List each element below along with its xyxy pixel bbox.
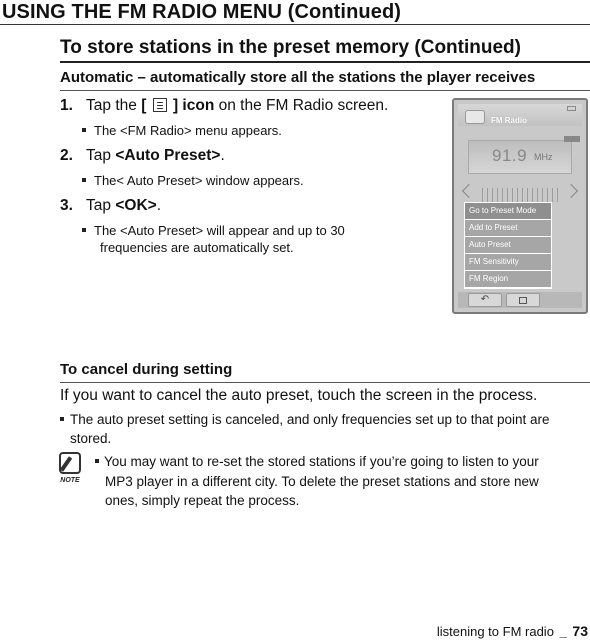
note-text: You may want to re-set the stored stations if you’re going to listen to your MP3 player in a different city. To delete the preset stations and store new ones, simply repeat the process. (95, 452, 590, 511)
bullet-square-icon (82, 228, 86, 232)
step-1-note: The <FM Radio> menu appears. (82, 123, 282, 138)
battery-icon (567, 106, 576, 111)
bullet-square-icon (82, 128, 86, 132)
back-arrow-icon: ↶ (480, 294, 490, 305)
step-text-post: on the FM Radio screen. (214, 97, 389, 114)
device-screen-title: FM Radio (491, 116, 527, 125)
section-rule (60, 61, 590, 63)
bullet-square-icon (60, 417, 64, 421)
automatic-rule (60, 90, 590, 91)
page-title: USING THE FM RADIO MENU (Continued) (2, 1, 402, 23)
step-3-note-cont: frequencies are automatically set. (100, 240, 294, 255)
chevron-right-icon (564, 184, 578, 198)
footer-separator: _ (559, 624, 567, 639)
step-number: 3. (60, 197, 73, 214)
menu-item-add-to-preset[interactable]: Add to Preset (465, 220, 551, 237)
chevron-left-icon (462, 184, 476, 198)
page-footer (437, 623, 588, 639)
step-2: 2. Tap <Auto Preset>. (60, 147, 225, 164)
bullet-square-icon (82, 178, 86, 182)
step-bracket-open: [ (141, 97, 151, 114)
cancel-rule (60, 382, 590, 383)
cancel-bullet: The auto preset setting is canceled, and only frequencies set up to that point are stored. (60, 410, 590, 448)
step-text: Tap the (86, 97, 142, 114)
header-rule (0, 24, 590, 25)
menu-button[interactable] (506, 293, 540, 307)
step-bold: <OK> (115, 197, 157, 214)
step-text: Tap (86, 197, 116, 214)
frequency-unit: MHz (534, 152, 553, 162)
step-3-note: The <Auto Preset> will appear and up to 30 (82, 223, 345, 238)
back-button[interactable] (468, 293, 502, 307)
step-3: 3. Tap <OK>. (60, 197, 162, 214)
fm-radio-menu (464, 202, 552, 289)
menu-icon (153, 98, 167, 112)
step-bold: <Auto Preset> (115, 147, 221, 164)
section-title: To store stations in the preset memory (Continued) (60, 37, 521, 58)
page-header (0, 0, 590, 26)
note-label: NOTE (60, 477, 80, 484)
footer-text: listening to FM radio (436, 624, 554, 639)
menu-item-go-to-preset-mode[interactable]: Go to Preset Mode (465, 203, 551, 220)
frequency-value: 91.9 (492, 146, 528, 165)
automatic-heading: Automatic – automatically store all the stations the player receives (60, 69, 536, 86)
note-icon (56, 452, 84, 486)
bullet-square-icon (95, 459, 99, 463)
preset-tag-icon (564, 136, 580, 142)
step-2-note: The< Auto Preset> window appears. (82, 173, 304, 188)
device-screenshot (452, 98, 588, 314)
menu-icon (519, 297, 527, 304)
page-number: 73 (572, 623, 588, 639)
menu-item-fm-region[interactable]: FM Region (465, 271, 551, 288)
menu-item-auto-preset[interactable]: Auto Preset (465, 237, 551, 254)
step-icon-label: ] icon (168, 97, 215, 114)
step-text: Tap (86, 147, 116, 164)
step-number: 2. (60, 147, 73, 164)
step-1 (60, 97, 388, 115)
cancel-heading: To cancel during setting (60, 361, 233, 378)
cancel-paragraph: If you want to cancel the auto preset, touch the screen in the process. (60, 387, 538, 404)
step-number: 1. (60, 97, 73, 114)
menu-item-fm-sensitivity[interactable]: FM Sensitivity (465, 254, 551, 271)
radio-icon (465, 110, 485, 124)
tuning-scale (482, 188, 562, 202)
